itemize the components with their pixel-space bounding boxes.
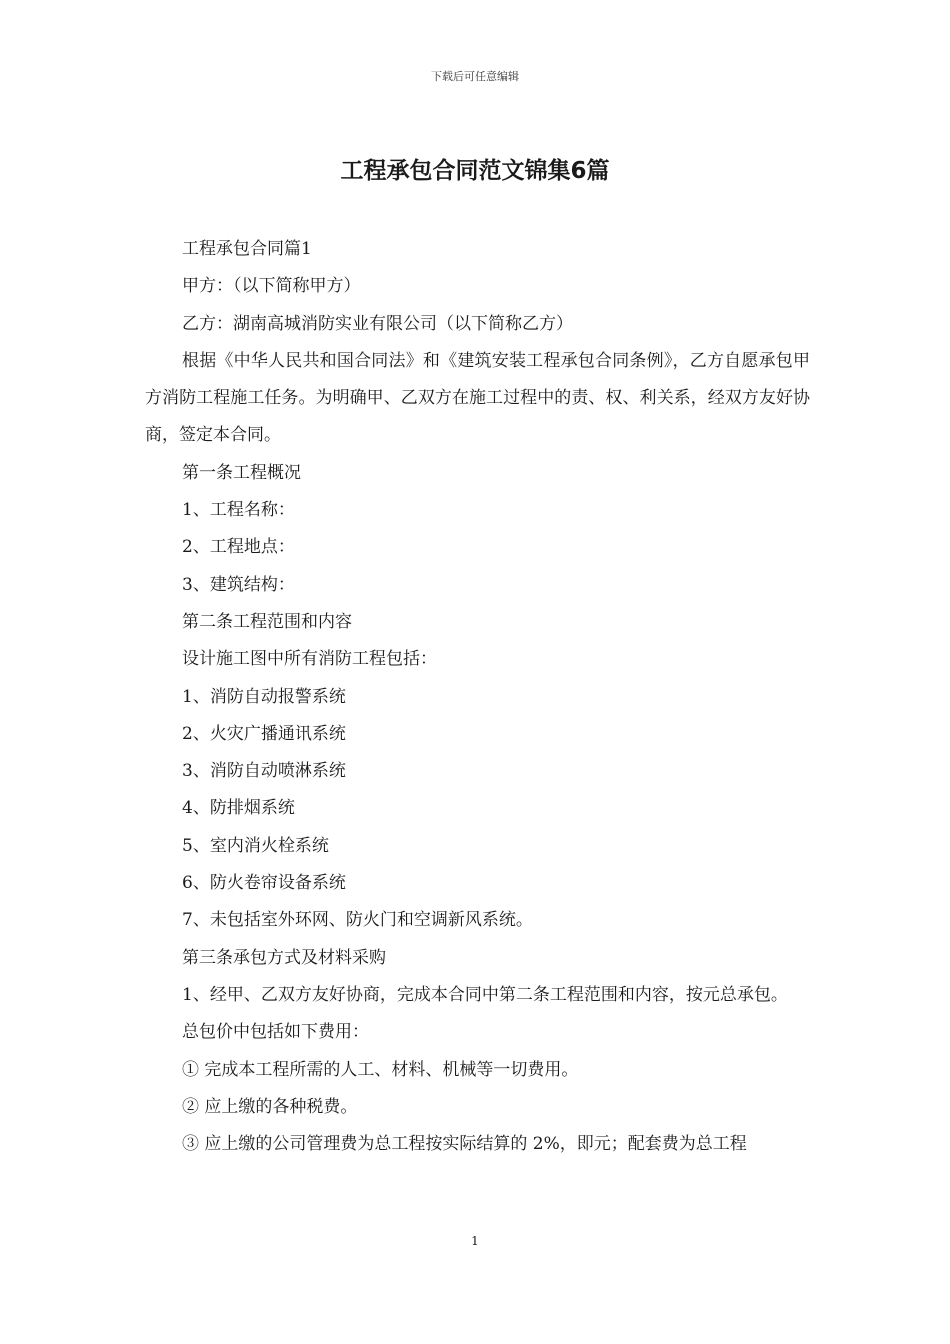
document-title: 工程承包合同范文锦集6篇 [340, 158, 610, 184]
paragraph: 1、经甲、乙双方友好协商，完成本合同中第二条工程范围和内容，按元总承包。 [182, 984, 788, 1005]
paragraph: 6、防火卷帘设备系统 [182, 873, 346, 894]
paragraph: ② 应上缴的各种税费。 [182, 1096, 358, 1117]
paragraph: 3、消防自动喷淋系统 [182, 761, 346, 782]
paragraph: ③ 应上缴的公司管理费为总工程按实际结算的 2%，即元；配套费为总工程 [182, 1134, 747, 1155]
paragraph: 4、防排烟系统 [182, 798, 295, 819]
paragraph: 2、工程地点： [182, 537, 295, 558]
paragraph: 1、消防自动报警系统 [182, 686, 346, 707]
paragraph: 工程承包合同篇1 [182, 239, 312, 259]
paragraph: 2、火灾广播通讯系统 [182, 723, 346, 744]
paragraph: 第一条工程概况 [182, 462, 301, 483]
paragraph: ① 完成本工程所需的人工、材料、机械等一切费用。 [182, 1059, 579, 1080]
paragraph: 设计施工图中所有消防工程包括： [182, 649, 437, 670]
paragraph: 3、建筑结构： [182, 574, 295, 595]
paragraph: 5、室内消火栓系统 [182, 835, 329, 856]
paragraph: 乙方：湖南高城消防实业有限公司（以下简称乙方） [182, 313, 573, 334]
paragraph: 7、未包括室外环网、防火门和空调新风系统。 [182, 910, 533, 931]
paragraph: 甲方：（以下简称甲方） [182, 276, 361, 297]
header-note: 下载后可任意编辑 [431, 70, 519, 83]
paragraph: 第二条工程范围和内容 [182, 611, 352, 632]
paragraph: 1、工程名称： [182, 500, 295, 521]
document-body [145, 231, 810, 1163]
paragraph: 第三条承包方式及材料采购 [182, 947, 386, 968]
page-number: 1 [471, 1234, 479, 1248]
paragraph: 根据《中华人民共和国合同法》和《建筑安装工程承包合同条例》，乙方自愿承包甲方消防工程施工任务。为明确甲、乙双方在施工过程中的责、权、利关系，经双方友好协商，签定本合同。 [145, 350, 810, 446]
paragraph: 总包价中包括如下费用： [182, 1022, 369, 1043]
